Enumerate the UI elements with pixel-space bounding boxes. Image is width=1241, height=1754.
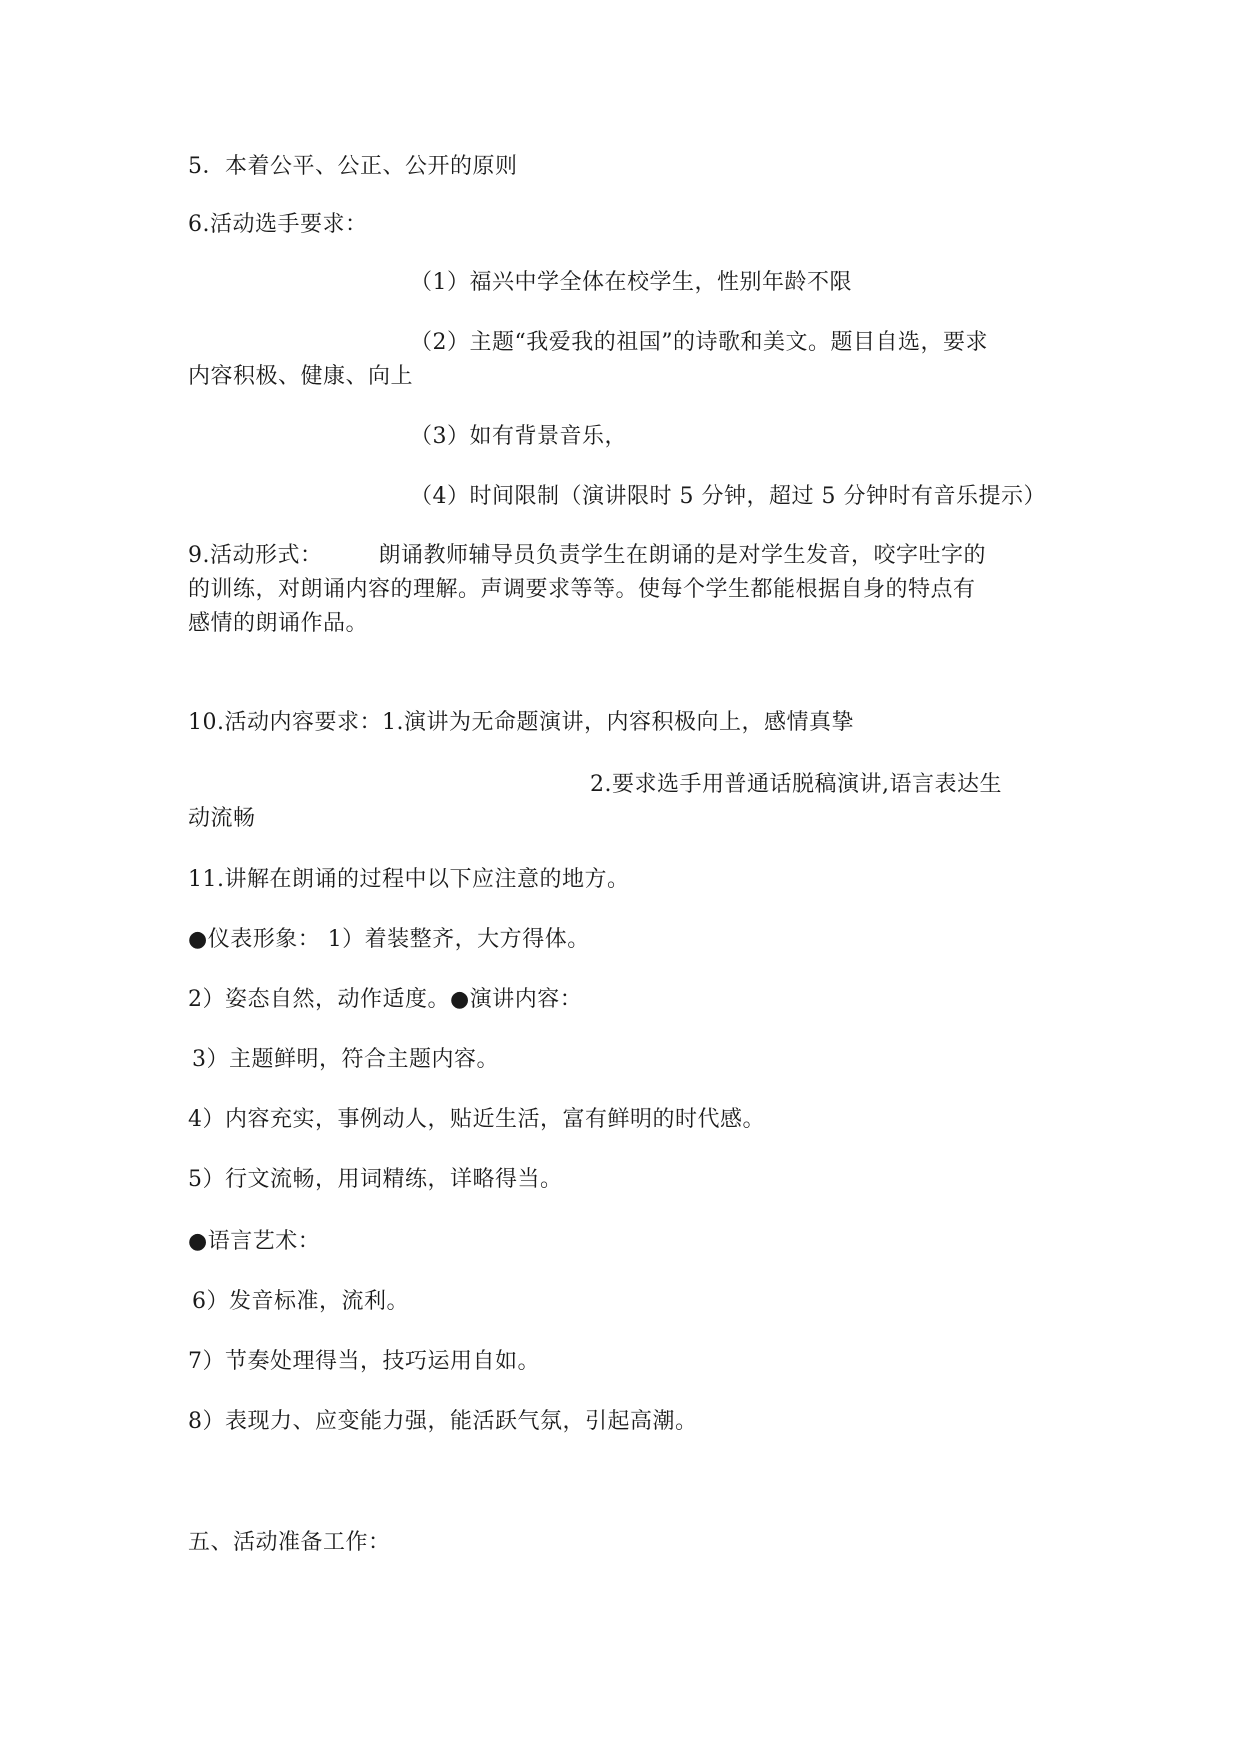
- activity-form-line-2: 的训练，对朗诵内容的理解。声调要求等等。使每个学生都能根据自身的特点有: [188, 577, 976, 602]
- note-writing: 5）行文流畅，用词精练，详略得当。: [188, 1167, 563, 1192]
- rule-fairness: 5．本着公平、公正、公开的原则: [188, 154, 518, 179]
- note-content: 4）内容充实，事例动人，贴近生活，富有鲜明的时代感。: [188, 1107, 765, 1132]
- note-rhythm: 7）节奏处理得当，技巧运用自如。: [188, 1349, 540, 1374]
- requirement-2-continued: 内容积极、健康、向上: [188, 364, 414, 389]
- note-expressiveness: 8）表现力、应变能力强，能活跃气氛，引起高潮。: [188, 1409, 698, 1434]
- note-pronunciation: 6）发音标准，流利。: [192, 1289, 409, 1314]
- contestant-requirements-heading: 6.活动选手要求：: [188, 212, 368, 237]
- requirement-3: （3）如有背景音乐，: [410, 424, 627, 449]
- content-requirements-line-2: 2.要求选手用普通话脱稿演讲,语言表达生: [590, 772, 1002, 797]
- activity-form-label: 9.活动形式：: [188, 543, 323, 568]
- content-requirements-line-3: 动流畅: [188, 806, 256, 831]
- notes-heading: 11.讲解在朗诵的过程中以下应注意的地方。: [188, 867, 630, 892]
- activity-form-line-1: [188, 541, 986, 571]
- requirement-1: （1）福兴中学全体在校学生，性别年龄不限: [410, 270, 852, 295]
- activity-form-text: 朗诵教师辅导员负责学生在朗诵的是对学生发音，咬字吐字的: [378, 543, 987, 568]
- requirement-4: （4）时间限制（演讲限时 5 分钟，超过 5 分钟时有音乐提示）: [410, 484, 1046, 509]
- activity-form-line-3: 感情的朗诵作品。: [188, 611, 369, 636]
- language-art-heading: ●语言艺术：: [188, 1229, 321, 1254]
- requirement-2: （2）主题“我爱我的祖国”的诗歌和美文。题目自选，要求: [410, 330, 988, 355]
- note-posture: 2）姿态自然，动作适度。●演讲内容：: [188, 987, 583, 1012]
- note-theme: 3）主题鲜明，符合主题内容。: [192, 1047, 499, 1072]
- section-five-heading: 五、活动准备工作：: [188, 1530, 391, 1555]
- content-requirements-line-1: 10.活动内容要求：1.演讲为无命题演讲，内容积极向上，感情真挚: [188, 710, 854, 735]
- note-appearance: ●仪表形象： 1）着装整齐，大方得体。: [188, 927, 590, 952]
